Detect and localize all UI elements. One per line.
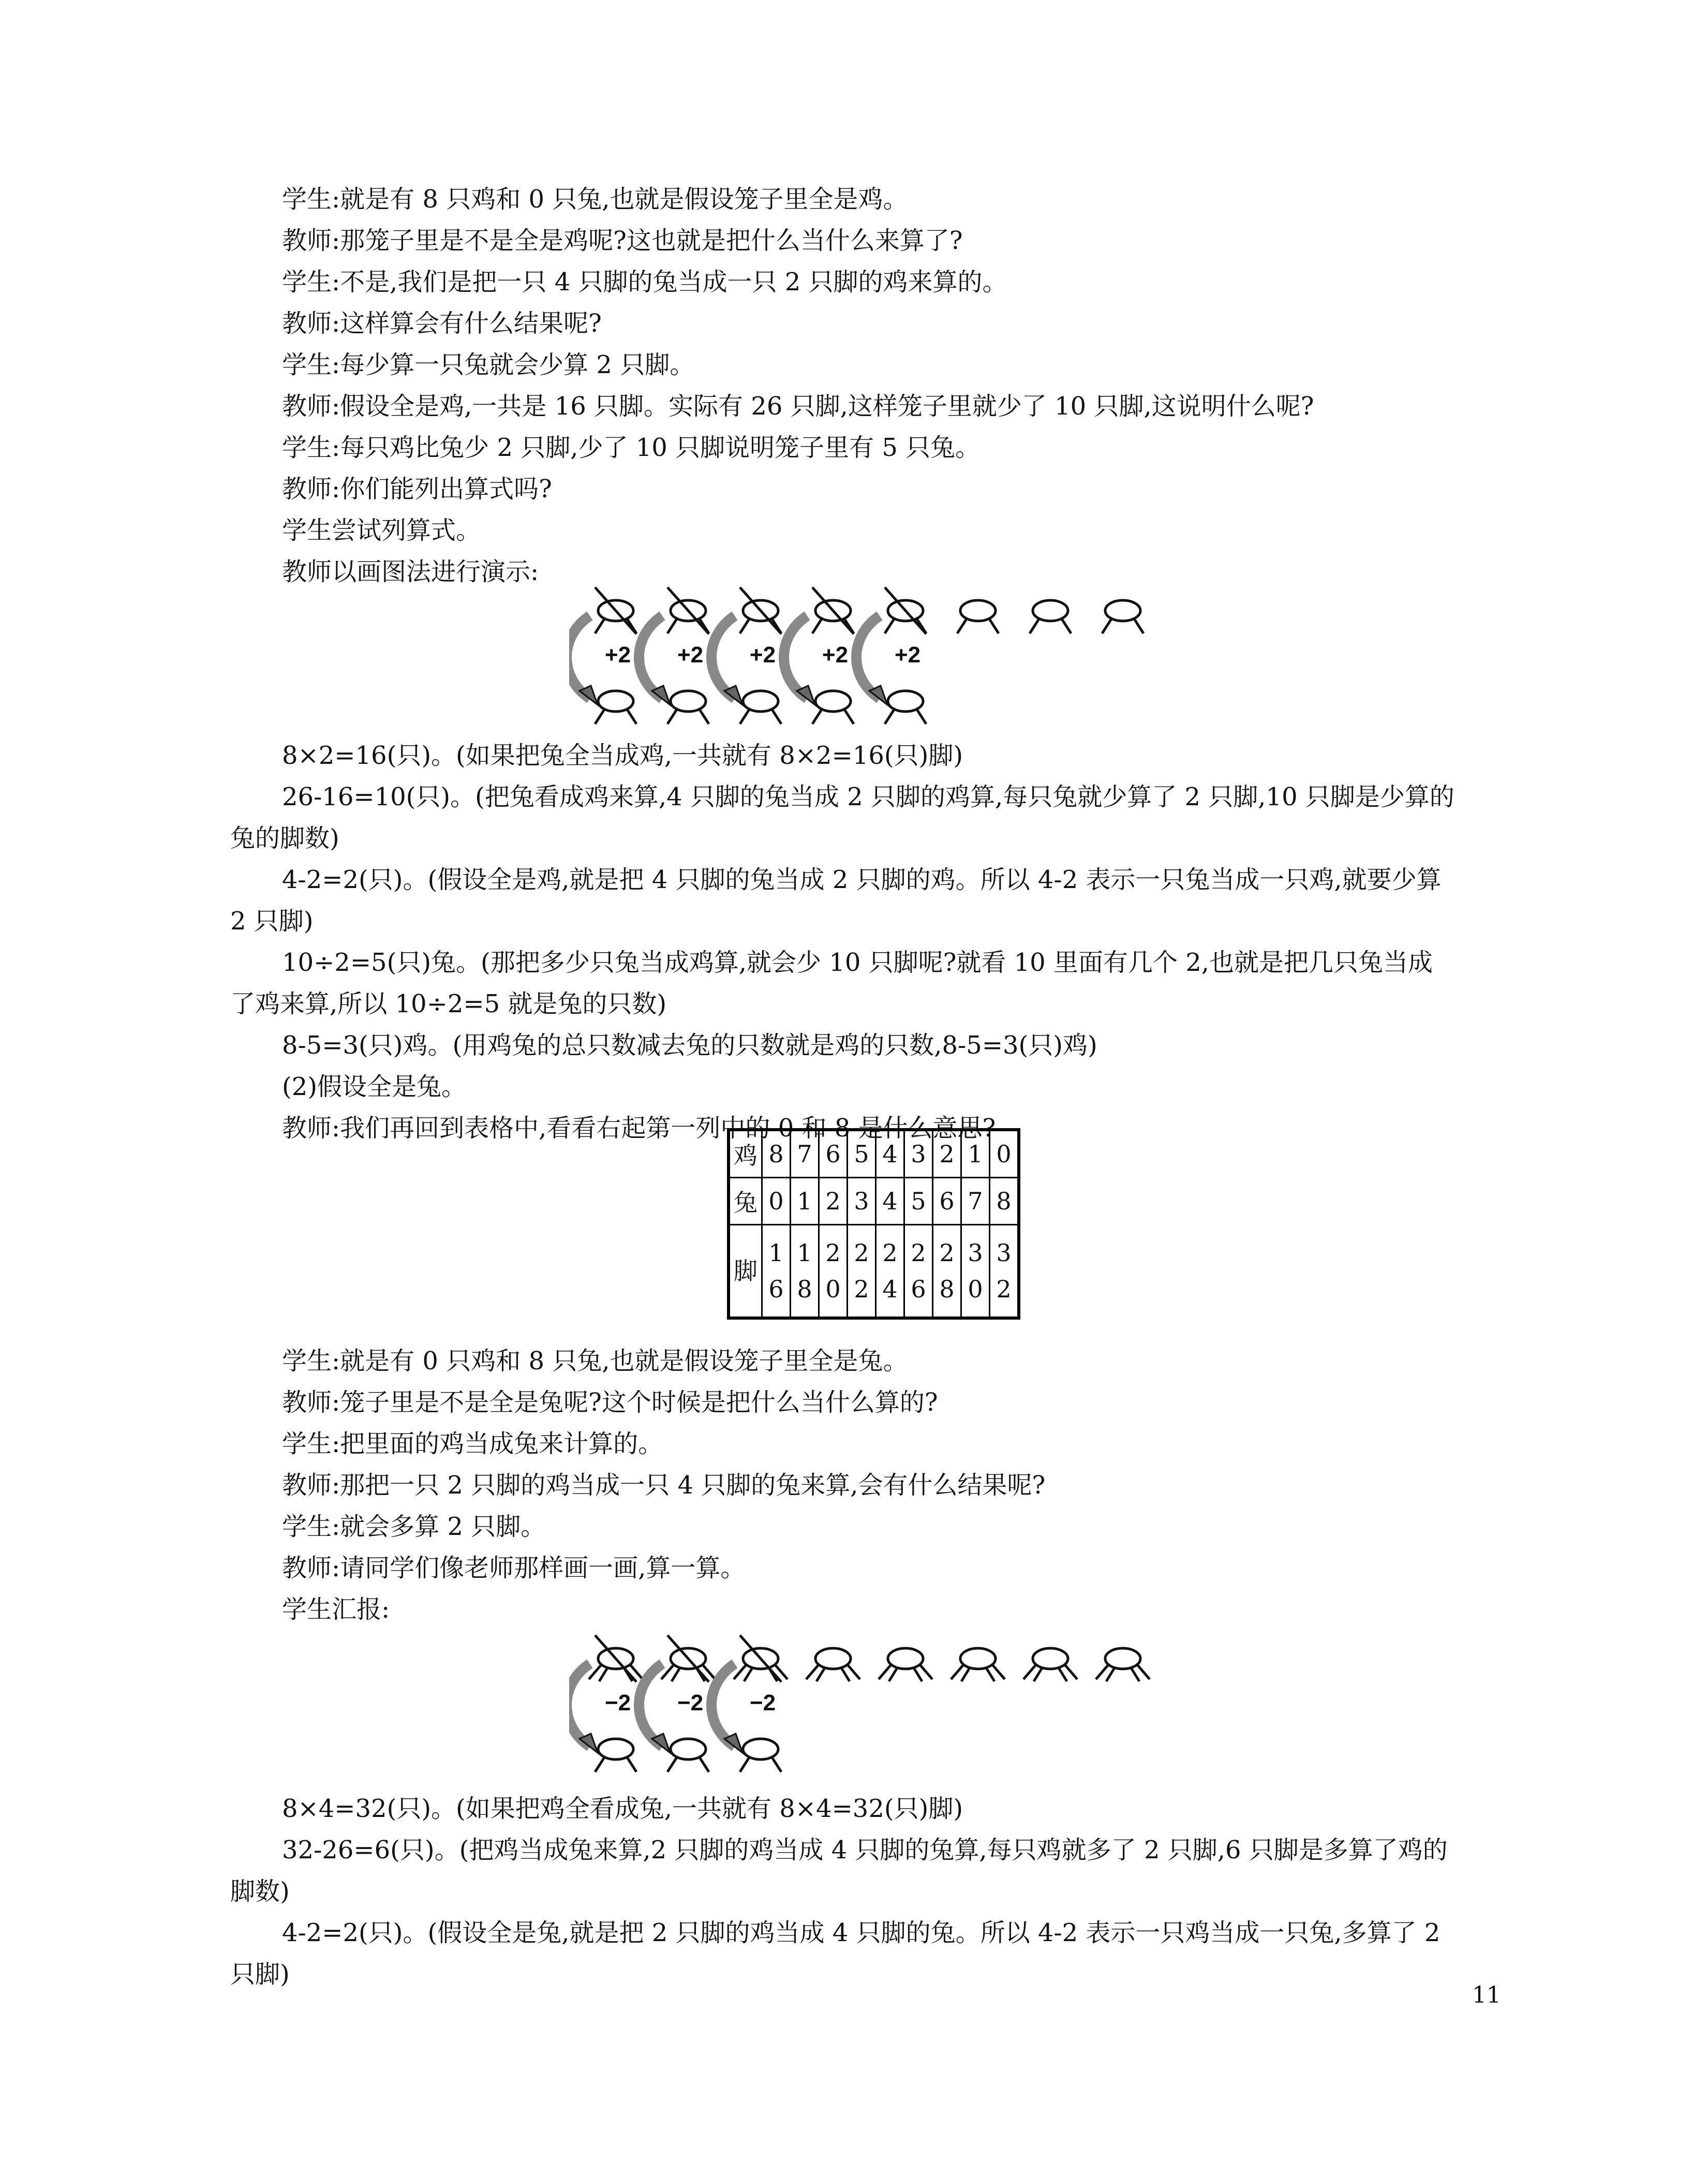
crossed-animal-icon: [740, 587, 781, 634]
table-cell: 3 0: [961, 1225, 990, 1319]
converted-animal-icon: [595, 691, 636, 724]
conversion-label: +2: [749, 642, 776, 668]
text-line: 教师:这样算会有什么结果呢?: [282, 309, 602, 338]
text-line: 了鸡来算,所以 10÷2=5 就是兔的只数): [230, 989, 667, 1018]
table-cell: 7: [791, 1130, 819, 1178]
text-line: 学生:每少算一只兔就会少算 2 只脚。: [282, 350, 695, 379]
table-cell: 2 0: [819, 1225, 848, 1319]
text-line: (2)假设全是兔。: [282, 1072, 466, 1101]
text-line: 教师:请同学们像老师那样画一画,算一算。: [282, 1554, 746, 1583]
table-cell: 8: [762, 1130, 791, 1178]
crossed-animal-icon: [589, 1635, 643, 1682]
converted-animal-icon: [667, 1739, 709, 1772]
curved-arrow-icon: [711, 1664, 735, 1747]
conversion-label: +2: [894, 642, 921, 668]
curved-arrow-icon: [784, 616, 807, 699]
animal-icon: [879, 1648, 932, 1681]
animal-icon: [806, 1648, 860, 1681]
crossed-animal-icon: [661, 1635, 715, 1682]
text-line: 学生汇报:: [282, 1595, 390, 1624]
animal-icon: [951, 1648, 1005, 1681]
table-row: [729, 1225, 1019, 1319]
table-cell: 3: [848, 1178, 876, 1225]
text-line: 学生:把里面的鸡当成兔来计算的。: [282, 1429, 663, 1458]
text-line: 教师:假设全是鸡,一共是 16 只脚。实际有 26 只脚,这样笼子里就少了 10 只脚,这说明什么呢?: [282, 392, 1314, 421]
converted-animal-icon: [667, 691, 709, 724]
curved-arrow-icon: [639, 1664, 662, 1747]
converted-animal-icon: [740, 1739, 781, 1772]
text-line: 32-26=6(只)。(把鸡当成兔来算,2 只脚的鸡当成 4 只脚的兔算,每只鸡就多了 2 只脚,6 只脚是多算了鸡的: [282, 1836, 1448, 1865]
table-cell: 1 6: [762, 1225, 791, 1319]
text-line: 学生:不是,我们是把一只 4 只脚的兔当成一只 2 只脚的鸡来算的。: [282, 268, 1007, 297]
page-number: 11: [1472, 1982, 1501, 2008]
text-line: 学生尝试列算式。: [282, 516, 481, 545]
conversion-label: +2: [604, 642, 631, 668]
curved-arrow-icon: [711, 616, 735, 699]
converted-animal-icon: [885, 691, 926, 724]
table-cell: 8: [990, 1178, 1019, 1225]
text-line: 学生:就是有 8 只鸡和 0 只兔,也就是假设笼子里全是鸡。: [282, 185, 908, 214]
curved-arrow-icon: [856, 616, 880, 699]
crossed-animal-icon: [667, 587, 709, 634]
crossed-animal-icon: [595, 587, 636, 634]
text-line: 26-16=10(只)。(把兔看成鸡来算,4 只脚的兔当成 2 只脚的鸡算,每只兔就少算了 2 只脚,10 只脚是少算的: [282, 782, 1454, 811]
table-cell: 2: [933, 1130, 961, 1178]
chicken-rabbit-table: [727, 1128, 1020, 1320]
table-cell: 2: [819, 1178, 848, 1225]
animal-icon: [1023, 1648, 1077, 1681]
animal-icon: [957, 600, 999, 633]
animal-icon: [1102, 600, 1143, 633]
text-line: 教师:那把一只 2 只脚的鸡当成一只 4 只脚的兔来算,会有什么结果呢?: [282, 1471, 1046, 1500]
table-cell: 1: [791, 1178, 819, 1225]
table-cell: 6: [819, 1130, 848, 1178]
text-line: 10÷2=5(只)兔。(那把多少只兔当成鸡算,就会少 10 只脚呢?就看 10 里面有几个 2,也就是把几只兔当成: [282, 948, 1433, 977]
table-row: [729, 1130, 1019, 1178]
table-cell: 5: [904, 1178, 933, 1225]
row-header: 脚: [729, 1225, 762, 1319]
table-cell: 2 2: [848, 1225, 876, 1319]
curved-arrow-icon: [569, 616, 590, 699]
text-line: 学生:每只鸡比兔少 2 只脚,少了 10 只脚说明笼子里有 5 只兔。: [282, 433, 981, 462]
animal-icon: [1030, 600, 1071, 633]
table-row: [729, 1178, 1019, 1225]
crossed-animal-icon: [812, 587, 854, 634]
table-cell: 7: [961, 1178, 990, 1225]
text-line: 4-2=2(只)。(假设全是鸡,就是把 4 只脚的兔当成 2 只脚的鸡。所以 4-2 表示一只兔当成一只鸡,就要少算: [282, 865, 1442, 894]
text-line: 8×4=32(只)。(如果把鸡全看成兔,一共就有 8×4=32(只)脚): [282, 1794, 963, 1823]
text-line: 脚数): [230, 1877, 290, 1906]
text-line: 兔的脚数): [230, 824, 339, 853]
text-line: 教师:那笼子里是不是全是鸡呢?这也就是把什么当什么来算了?: [282, 226, 963, 255]
table-cell: 1 8: [791, 1225, 819, 1319]
table-cell: 2 6: [904, 1225, 933, 1319]
table-cell: 2 8: [933, 1225, 961, 1319]
converted-animal-icon: [812, 691, 854, 724]
text-line: 教师以画图法进行演示:: [282, 557, 539, 586]
table-cell: 3: [904, 1130, 933, 1178]
table-cell: 0: [762, 1178, 791, 1225]
text-line: 教师:笼子里是不是全是兔呢?这个时候是把什么当什么算的?: [282, 1388, 938, 1417]
conversion-label: −2: [677, 1690, 704, 1715]
conversion-label: +2: [822, 642, 849, 668]
converted-animal-icon: [740, 691, 781, 724]
crossed-animal-icon: [885, 587, 926, 634]
table-cell: 0: [990, 1130, 1019, 1178]
table-cell: 4: [876, 1178, 904, 1225]
conversion-label: −2: [604, 1690, 631, 1715]
text-line: 只脚): [230, 1960, 290, 1989]
text-line: 学生:就是有 0 只鸡和 8 只兔,也就是假设笼子里全是兔。: [282, 1347, 908, 1376]
table-cell: 6: [933, 1178, 961, 1225]
row-header: 鸡: [729, 1130, 762, 1178]
table-cell: 2 4: [876, 1225, 904, 1319]
text-line: 教师:我们再回到表格中,看看右起第一列中的 0 和 8 是什么意思?: [282, 1114, 996, 1143]
text-line: 2 只脚): [230, 907, 314, 936]
text-line: 8×2=16(只)。(如果把兔全当成鸡,一共就有 8×2=16(只)脚): [282, 741, 963, 770]
curved-arrow-icon: [569, 1664, 590, 1747]
converted-animal-icon: [595, 1739, 636, 1772]
table-cell: 3 2: [990, 1225, 1019, 1319]
text-line: 教师:你们能列出算式吗?: [282, 475, 552, 504]
table-cell: 4: [876, 1130, 904, 1178]
animal-icon: [1096, 1648, 1150, 1681]
curved-arrow-icon: [639, 616, 662, 699]
drawing-assume-all-chickens: [569, 585, 1190, 735]
drawing-assume-all-rabbits: [569, 1633, 1190, 1783]
conversion-label: +2: [677, 642, 704, 668]
conversion-label: −2: [749, 1690, 776, 1715]
crossed-animal-icon: [734, 1635, 788, 1682]
text-line: 学生:就会多算 2 只脚。: [282, 1512, 546, 1541]
table-cell: 5: [848, 1130, 876, 1178]
text-line: 8-5=3(只)鸡。(用鸡兔的总只数减去兔的只数就是鸡的只数,8-5=3(只)鸡): [282, 1031, 1097, 1060]
table-cell: 1: [961, 1130, 990, 1178]
row-header: 兔: [729, 1178, 762, 1225]
text-line: 4-2=2(只)。(假设全是兔,就是把 2 只脚的鸡当成 4 只脚的兔。所以 4-2 表示一只鸡当成一只兔,多算了 2: [282, 1918, 1440, 1947]
